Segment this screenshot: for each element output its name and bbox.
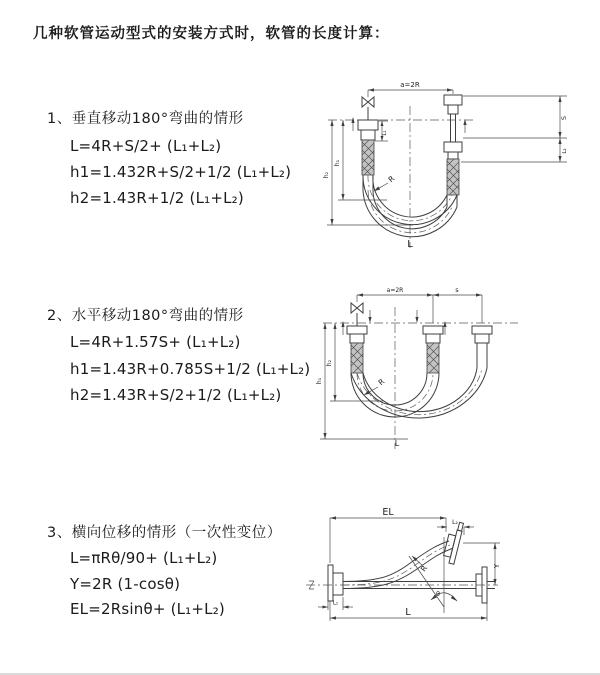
page-title: 几种软管运动型式的安装方式时，软管的长度计算： <box>33 26 390 42</box>
section-1-formula-h2: h2=1.43R+1/2 (L₁+L₂) <box>70 189 244 207</box>
movement-arrows <box>351 117 466 136</box>
section-1-formula-L: L=4R+S/2+ (L₁+L₂) <box>70 137 222 155</box>
dim-label-l-bottom: L <box>407 239 413 250</box>
section-2-heading: 2、水平移动180°弯曲的情形 <box>47 308 244 324</box>
diagram-vertical-180-bend <box>315 78 600 253</box>
radius-leader <box>364 377 386 395</box>
dim-label-h2: h₂ <box>323 171 330 179</box>
dimension-l1 <box>375 121 388 141</box>
right-pipe-assembly <box>472 326 492 368</box>
valve-icon <box>351 303 363 326</box>
dim-label-theta: θ <box>436 590 440 598</box>
dim-label-l2: L₂ <box>452 519 458 526</box>
section-3-heading: 3、横向位移的情形（一次性变位） <box>47 525 282 541</box>
dimension-l-bottom <box>330 601 487 621</box>
dimension-a2r <box>368 81 453 97</box>
dimension-el <box>330 507 446 563</box>
valve-icon <box>362 97 374 120</box>
dim-label-h1: h₁ <box>316 377 323 385</box>
section-3-formula-EL: EL=2Rsinθ+ (L₁+L₂) <box>70 600 225 618</box>
section-3-formula-L: L=πRθ/90+ (L₁+L₂) <box>70 549 218 567</box>
dim-label-s: S <box>560 115 568 121</box>
dim-label-l2: L₂ <box>562 148 568 154</box>
section-1-heading: 1、垂直移动180°弯曲的情形 <box>47 111 244 127</box>
section-3-formula-Y: Y=2R (1-cosθ) <box>70 575 181 593</box>
diagram-lateral-displacement <box>298 505 600 650</box>
dim-label-h2: h₂ <box>326 359 333 367</box>
dimension-a2r-s <box>357 286 482 323</box>
section-2-formula-h2: h2=1.43R+S/2+1/2 (L₁+L₂) <box>70 386 282 404</box>
centerlines <box>306 581 498 589</box>
dim-label-a2r: a=2R <box>400 81 420 89</box>
dim-label-r: R <box>386 173 397 185</box>
dimension-s-l2 <box>461 96 568 162</box>
dim-label-l1: L₁ <box>332 600 339 607</box>
centerlines <box>323 307 518 449</box>
dim-label-r: R <box>376 376 387 388</box>
dim-label-h1: h₁ <box>334 159 341 167</box>
dim-label-r: R <box>418 563 430 574</box>
dim-label-l: L <box>405 607 411 618</box>
dim-label-a2r: a=2R <box>386 287 404 294</box>
dim-label-el: EL <box>382 507 394 518</box>
radius-leader <box>374 174 396 191</box>
diagram-1-drawing <box>315 78 600 253</box>
dim-label-s: s <box>455 286 459 294</box>
dim-label-l1: L₁ <box>382 130 388 136</box>
section-2-formula-L: L=4R+1.57S+ (L₁+L₂) <box>70 333 241 351</box>
right-pipe-assembly <box>444 95 462 195</box>
dimension-l2 <box>437 519 474 535</box>
diagram-3-drawing <box>298 505 600 650</box>
diagram-2-drawing <box>313 283 600 455</box>
left-pipe-assembly <box>358 120 378 175</box>
dim-label-y: Y <box>493 563 501 569</box>
left-flange <box>328 565 343 601</box>
section-2-formula-h1: h1=1.43R+0.785S+1/2 (L₁+L₂) <box>70 360 311 378</box>
left-pipe-assembly <box>347 326 367 373</box>
middle-pipe-assembly <box>423 326 443 373</box>
dim-label-l-bottom: L <box>394 439 400 448</box>
section-1-formula-h1: h1=1.432R+S/2+1/2 (L₁+L₂) <box>70 163 292 181</box>
diagram-horizontal-180-bend <box>313 283 600 455</box>
dimension-h1-h2 <box>316 323 408 439</box>
dimension-l1 <box>318 597 353 610</box>
